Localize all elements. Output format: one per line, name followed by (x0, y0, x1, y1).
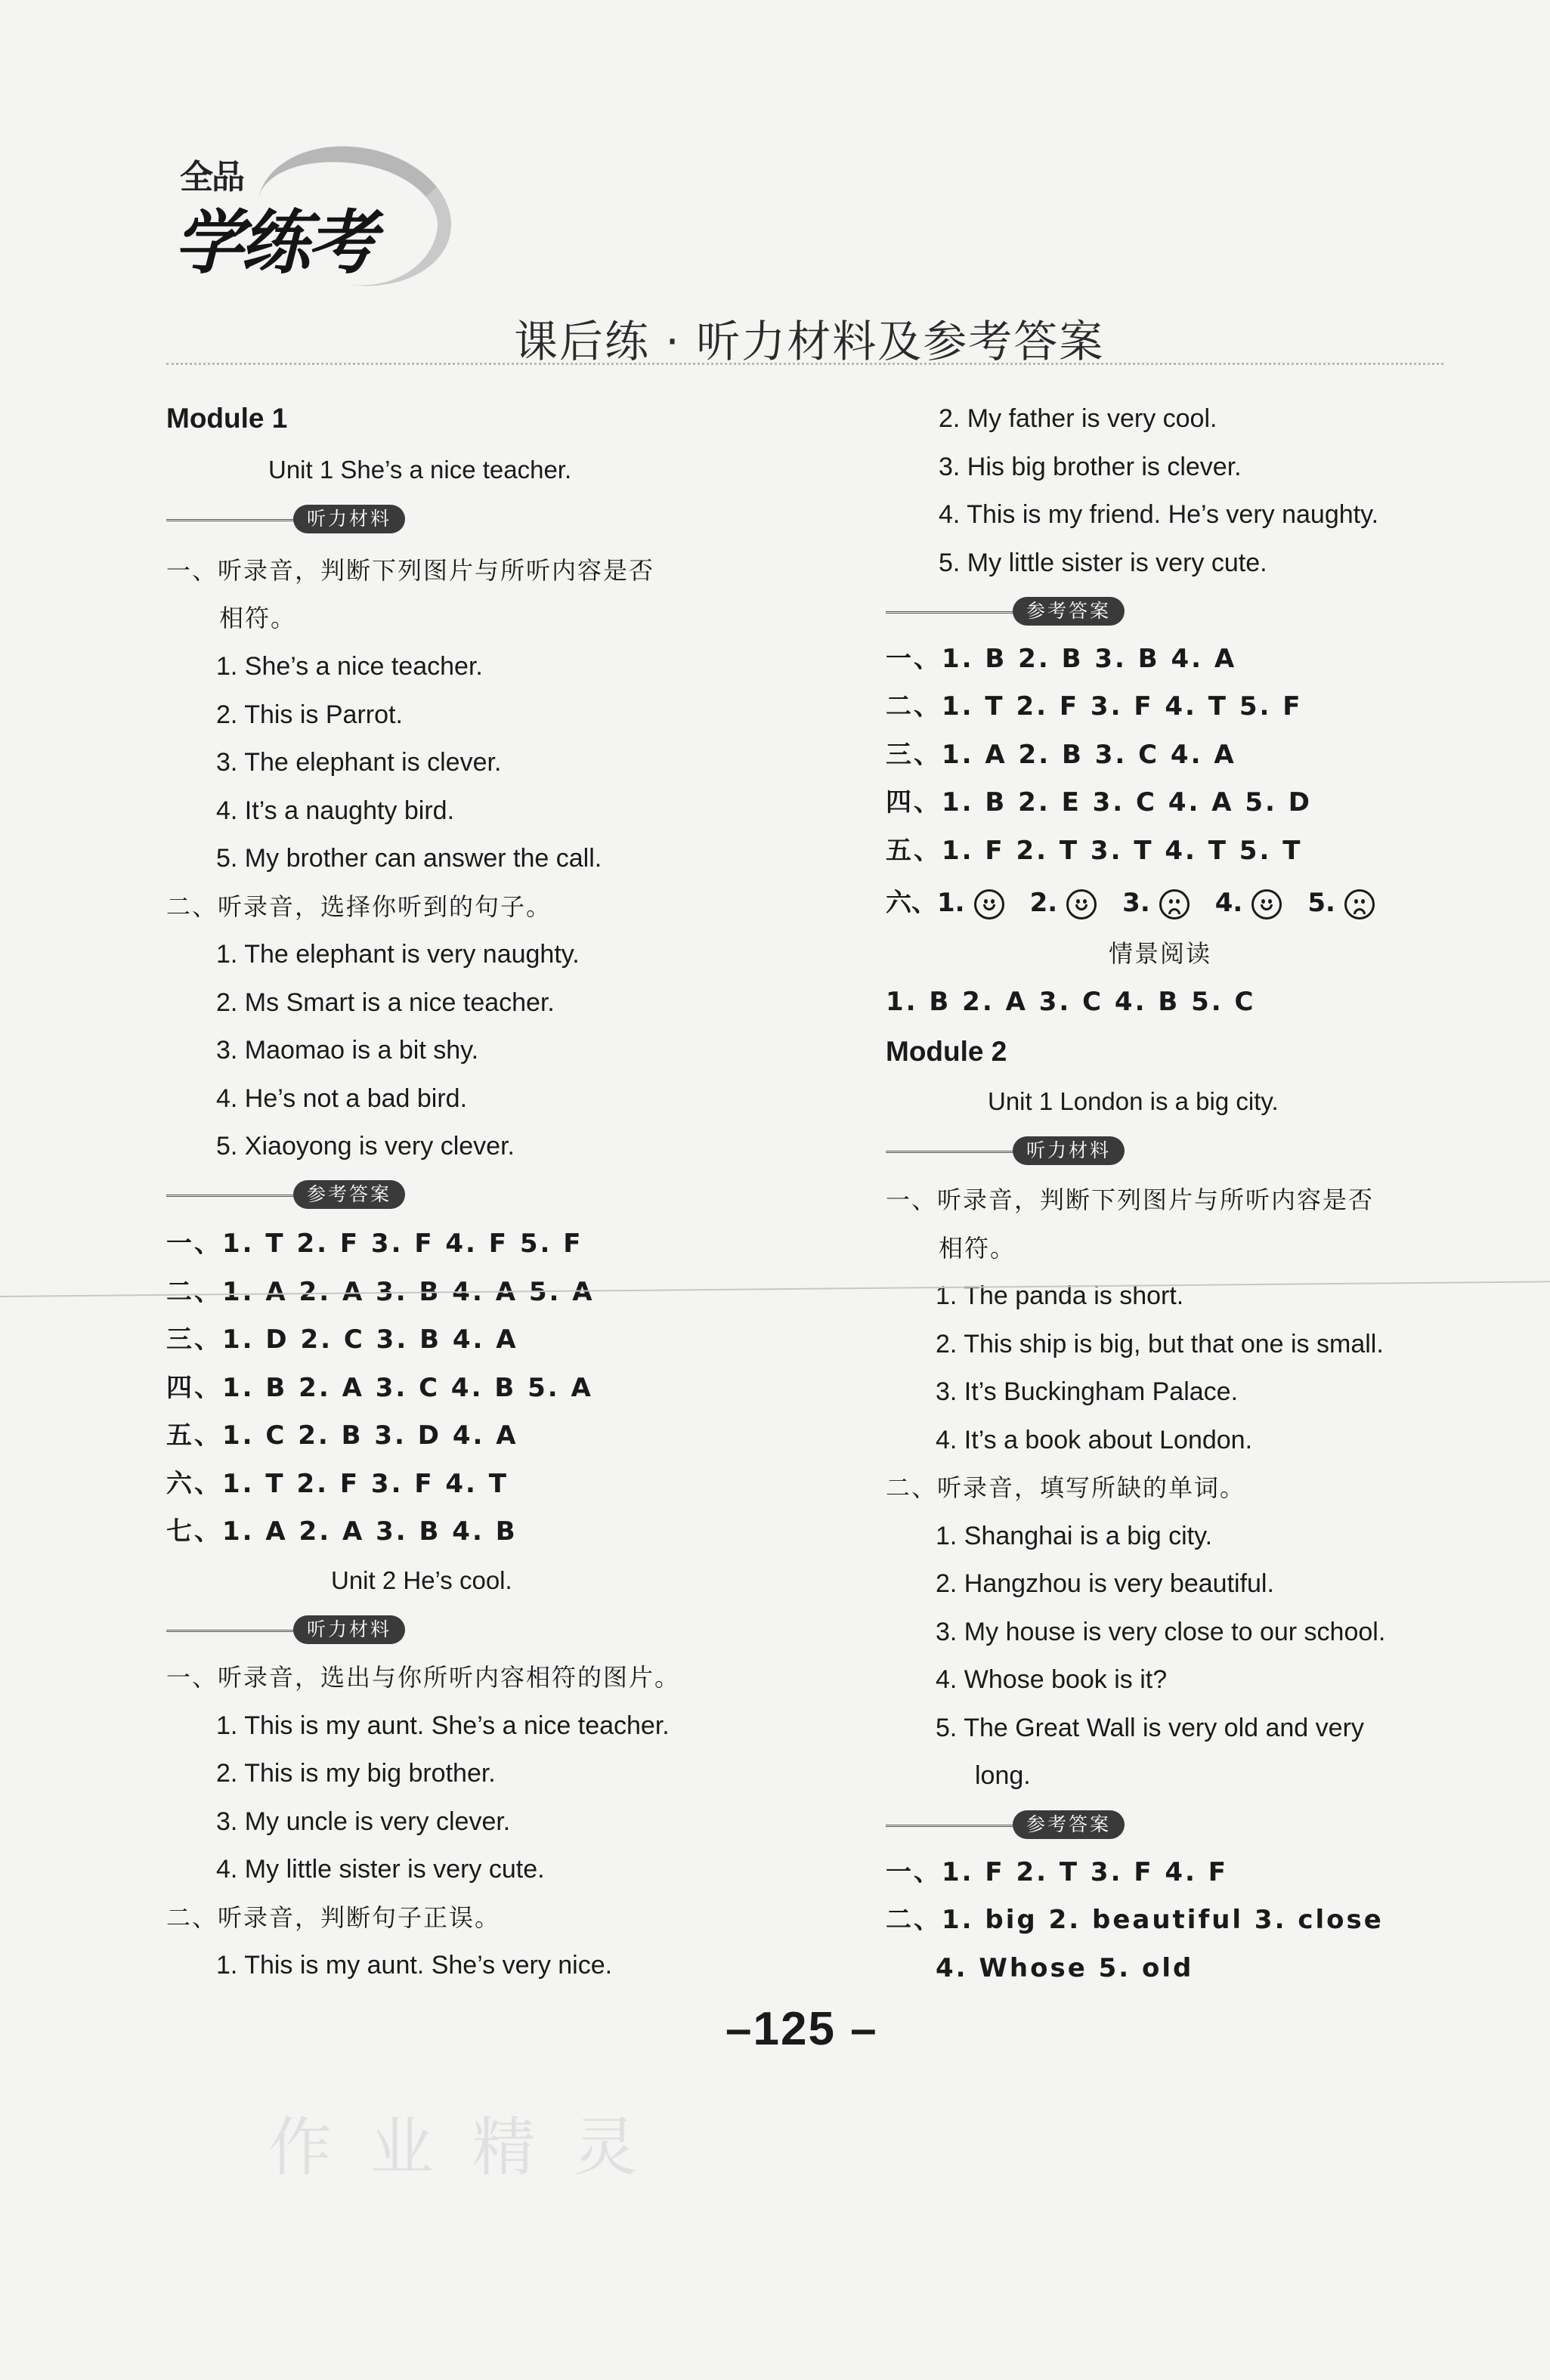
question-heading: 一、听录音，判断下列图片与所听内容是否 (886, 1185, 1375, 1214)
face-icon-4 (1251, 889, 1282, 920)
list-item: 3. The elephant is clever. (216, 748, 502, 777)
list-item: 3. My house is very close to our school. (936, 1618, 1386, 1646)
answer-row: 二、1. T 2. F 3. F 4. T 5. F (886, 691, 1303, 722)
list-item: 4. Whose book is it? (936, 1665, 1168, 1694)
page-number: –125 – (725, 2003, 878, 2055)
answer-row: 二、1. big 2. beautiful 3. close (886, 1905, 1384, 1935)
tag-label: 参考答案 (1013, 597, 1125, 626)
module-heading: Module 1 (166, 403, 288, 434)
answer-row: 六、1. T 2. F 3. F 4. T (166, 1469, 509, 1499)
list-item: 5. My brother can answer the call. (216, 844, 602, 873)
face-answer-row (886, 888, 1400, 920)
list-item: 5. My little sister is very cute. (939, 549, 1267, 577)
answer-row: 一、1. F 2. T 3. F 4. F (886, 1857, 1229, 1887)
list-item: 1. Shanghai is a big city. (936, 1522, 1213, 1550)
tag-label: 听力材料 (293, 505, 405, 533)
list-item: 3. It’s Buckingham Palace. (936, 1377, 1239, 1406)
list-item: 1. She’s a nice teacher. (216, 652, 483, 681)
answer-row: 三、1. A 2. B 3. C 4. A (886, 740, 1236, 770)
answer-row: 五、1. F 2. T 3. T 4. T 5. T (886, 836, 1303, 866)
question-heading: 一、听录音，判断下列图片与所听内容是否 (166, 556, 655, 585)
list-item: 2. Hangzhou is very beautiful. (936, 1569, 1274, 1598)
face-num: 2. (1029, 888, 1058, 918)
face-icon-3 (1159, 889, 1190, 920)
unit-heading: Unit 2 He’s cool. (331, 1566, 512, 1594)
tag-label: 听力材料 (1013, 1136, 1125, 1165)
list-item: 2. This is my big brother. (216, 1759, 496, 1788)
answer-row: 三、1. D 2. C 3. B 4. A (166, 1324, 518, 1355)
face-num: 3. (1122, 888, 1150, 918)
answer-row: 四、1. B 2. E 3. C 4. A 5. D (886, 787, 1313, 818)
list-item: 2. This is Parrot. (216, 700, 403, 729)
list-item: 2. Ms Smart is a nice teacher. (216, 988, 555, 1017)
answer-row: 一、1. B 2. B 3. B 4. A (886, 644, 1237, 674)
list-item: 4. He’s not a bad bird. (216, 1084, 468, 1113)
list-item: 1. The panda is short. (936, 1281, 1184, 1310)
list-item: 1. This is my aunt. She’s a nice teacher. (216, 1711, 670, 1740)
unit-heading: Unit 1 London is a big city. (988, 1087, 1279, 1115)
publisher-logo (166, 144, 408, 287)
list-item: 4. This is my friend. He’s very naughty. (939, 500, 1379, 529)
module-heading: Module 2 (886, 1036, 1007, 1067)
face-num: 5. (1307, 888, 1335, 918)
list-item: 4. It’s a book about London. (936, 1426, 1253, 1454)
face-num: 4. (1214, 888, 1243, 918)
question-heading: 二、听录音，判断句子正误。 (166, 1903, 501, 1932)
list-item: 4. It’s a naughty bird. (216, 796, 455, 825)
answer-row: 五、1. C 2. B 3. D 4. A (166, 1420, 518, 1451)
list-item: 5. Xiaoyong is very clever. (216, 1132, 515, 1161)
answer-row: 七、1. A 2. A 3. B 4. B (166, 1516, 518, 1547)
question-heading: 一、听录音，选出与你所听内容相符的图片。 (166, 1663, 681, 1692)
answer-row: 一、1. T 2. F 3. F 4. F 5. F (166, 1229, 583, 1259)
list-item: 1. The elephant is very naughty. (216, 940, 580, 969)
list-item: 2. My father is very cool. (939, 404, 1217, 433)
logo-top-text: 全品 (180, 158, 243, 196)
title-divider (166, 363, 1443, 365)
question-heading: 二、听录音，选择你听到的句子。 (166, 892, 552, 921)
answer-row: 1. B 2. A 3. C 4. B 5. C (886, 987, 1256, 1017)
logo-main-text: 学练考 (174, 202, 374, 283)
watermark: 作 业 精 灵 (268, 2110, 647, 2184)
list-item: 3. Maomao is a bit shy. (216, 1036, 479, 1065)
tag-label: 参考答案 (1013, 1810, 1125, 1839)
list-item: 1. This is my aunt. She’s very nice. (216, 1951, 613, 1980)
face-icon-2 (1066, 889, 1097, 920)
list-item: 3. My uncle is very clever. (216, 1807, 511, 1836)
tag-label: 听力材料 (293, 1615, 405, 1644)
list-item-cont: long. (975, 1761, 1031, 1790)
answer-row: 4. Whose 5. old (936, 1953, 1194, 1983)
list-item: 3. His big brother is clever. (939, 453, 1242, 481)
reading-title: 情景阅读 (1109, 939, 1212, 968)
face-icon-5 (1344, 889, 1375, 920)
question-heading-cont: 相符。 (219, 604, 297, 632)
face-icon-1 (974, 889, 1004, 920)
tag-label: 参考答案 (293, 1180, 405, 1209)
question-heading-cont: 相符。 (939, 1234, 1016, 1263)
answer-row: 四、1. B 2. A 3. C 4. B 5. A (166, 1373, 593, 1403)
answer-row: 二、1. A 2. A 3. B 4. A 5. A (166, 1277, 595, 1307)
list-item: 4. My little sister is very cute. (216, 1855, 545, 1884)
list-item: 5. The Great Wall is very old and very (936, 1714, 1364, 1742)
list-item: 2. This ship is big, but that one is small. (936, 1330, 1384, 1358)
face-row-label: 六、1. (886, 888, 965, 918)
page-title: 课后练 · 听力材料及参考答案 (514, 316, 1105, 367)
unit-heading: Unit 1 She’s a nice teacher. (268, 456, 572, 484)
question-heading: 二、听录音，填写所缺的单词。 (886, 1473, 1246, 1502)
